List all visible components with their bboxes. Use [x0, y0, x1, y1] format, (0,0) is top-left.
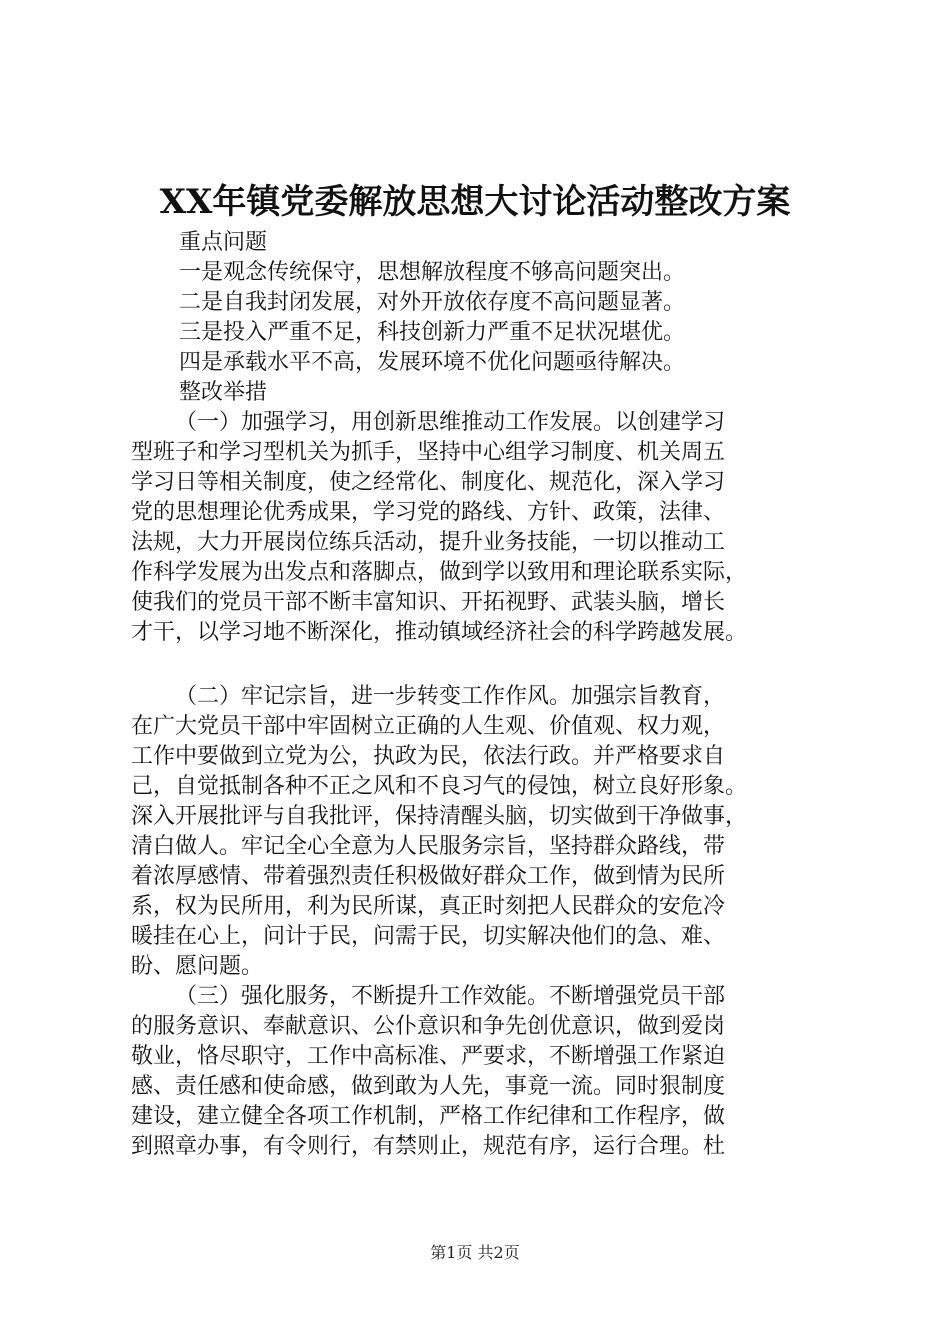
- paragraph-line: 建设，建立健全各项工作机制，严格工作纪律和工作程序，做: [131, 1104, 726, 1129]
- section-heading-key-problems: 重点问题: [179, 230, 268, 255]
- paragraph-line: 党的思想理论优秀成果，学习党的路线、方针、政策，法律、: [131, 500, 726, 525]
- paragraph-line: （一）加强学习，用创新思维推动工作发展。以创建学习: [175, 410, 726, 435]
- paragraph-line: 己，自觉抵制各种不正之风和不良习气的侵蚀，树立良好形象。: [131, 774, 748, 799]
- paragraph-line: 的服务意识、奉献意识、公仆意识和争先创优意识，做到爱岗: [131, 1014, 726, 1039]
- problem-item: 一是观念传统保守，思想解放程度不够高问题突出。: [179, 260, 686, 285]
- paragraph-line: 暖挂在心上，问计于民，问需于民，切实解决他们的急、难、: [131, 924, 726, 949]
- paragraph-line: 系，权为民所用，利为民所谋，真正时刻把人民群众的安危冷: [131, 894, 726, 919]
- paragraph-line: 在广大党员干部中牢固树立正确的人生观、价值观、权力观，: [131, 714, 726, 739]
- document-body: [131, 228, 831, 1162]
- problem-item: 三是投入严重不足，科技创新力严重不足状况堪优。: [179, 320, 686, 345]
- problem-item: 二是自我封闭发展，对外开放依存度不高问题显著。: [179, 290, 686, 315]
- paragraph-line: 作科学发展为出发点和落脚点，做到学以致用和理论联系实际，: [131, 560, 748, 585]
- paragraph-line: 使我们的党员干部不断丰富知识、开拓视野、武装头脑，增长: [131, 590, 726, 615]
- paragraph-line: 工作中要做到立党为公，执政为民，依法行政。并严格要求自: [131, 744, 726, 769]
- paragraph-line: 敬业，恪尽职守，工作中高标准、严要求，不断增强工作紧迫: [131, 1044, 726, 1069]
- paragraph-line: 到照章办事，有令则行，有禁则止，规范有序，运行合理。杜: [131, 1134, 726, 1159]
- paragraph-line: 才干，以学习地不断深化，推动镇域经济社会的科学跨越发展。: [131, 620, 748, 645]
- paragraph-line: （三）强化服务，不断提升工作效能。不断增强党员干部: [175, 984, 726, 1009]
- paragraph-line: 法规，大力开展岗位练兵活动，提升业务技能，一切以推动工: [131, 530, 726, 555]
- paragraph-line: 深入开展批评与自我批评，保持清醒头脑，切实做到干净做事，: [131, 804, 748, 829]
- paragraph-line: 着浓厚感情、带着强烈责任积极做好群众工作，做到情为民所: [131, 864, 726, 889]
- paragraph-line: （二）牢记宗旨，进一步转变工作作风。加强宗旨教育，: [175, 684, 726, 709]
- paragraph-line: 感、责任感和使命感，做到敢为人先，事竟一流。同时狠制度: [131, 1074, 726, 1099]
- section-heading-measures: 整改举措: [179, 380, 268, 405]
- paragraph-line: 型班子和学习型机关为抓手，坚持中心组学习制度、机关周五: [131, 440, 726, 465]
- paragraph-line: 清白做人。牢记全心全意为人民服务宗旨，坚持群众路线，带: [131, 834, 726, 859]
- paragraph-line: 盼、愿问题。: [131, 954, 264, 979]
- page-footer-page-number: 第1页 共2页: [430, 1243, 520, 1262]
- paragraph-line: 学习日等相关制度，使之经常化、制度化、规范化，深入学习: [131, 470, 726, 495]
- document-title: XX年镇党委解放思想大讨论活动整改方案: [159, 182, 791, 222]
- problem-item: 四是承载水平不高，发展环境不优化问题亟待解决。: [179, 350, 686, 375]
- paragraph-spacer: [131, 648, 831, 682]
